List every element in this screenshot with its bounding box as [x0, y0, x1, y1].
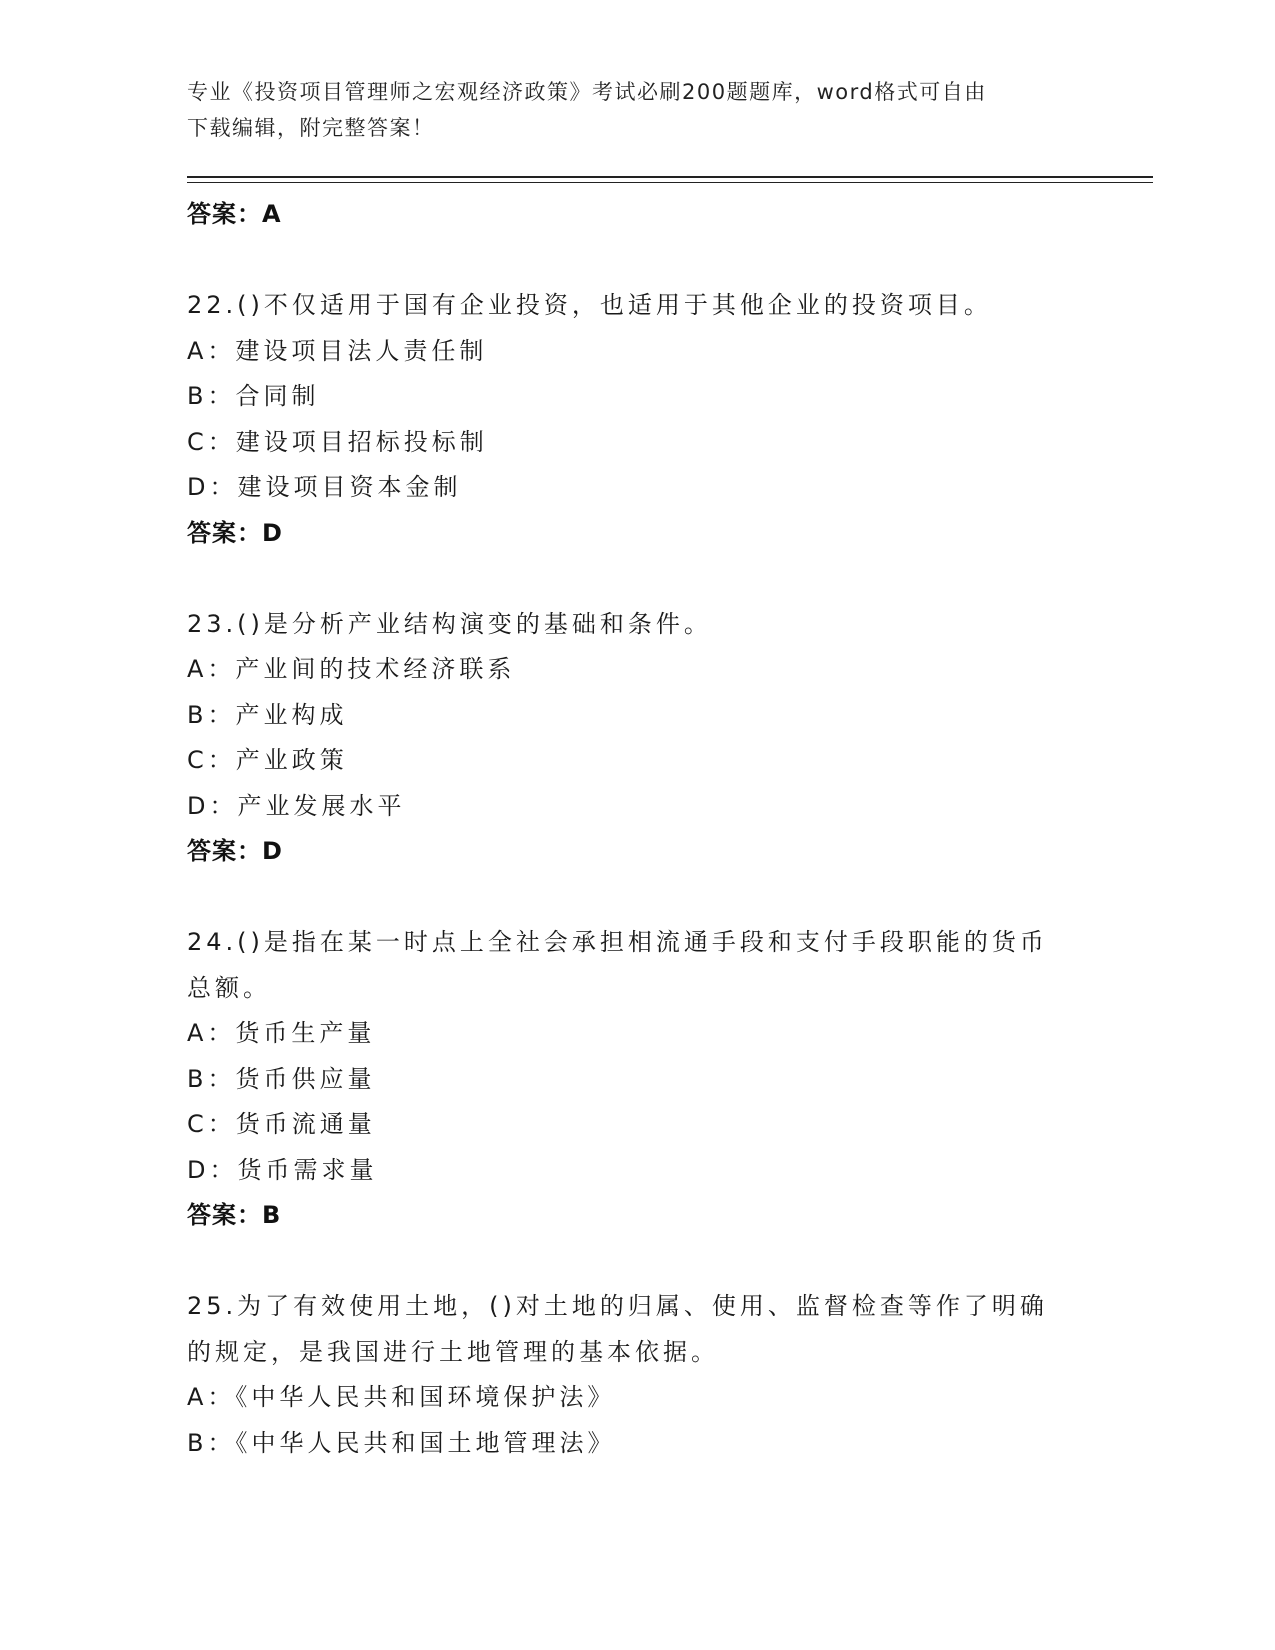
- header-line-2: 下载编辑，附完整答案！: [187, 116, 435, 140]
- question-stem-continued: 总额。: [187, 973, 271, 1002]
- question-answer: 答案：D: [187, 837, 283, 865]
- question-stem-continued: 的规定，是我国进行土地管理的基本依据。: [187, 1337, 719, 1366]
- document-body: [187, 192, 1087, 1466]
- question-stem: 24.()是指在某一时点上全社会承担相流通手段和支付手段职能的货币: [187, 928, 1048, 956]
- option-b: B：产业构成: [187, 700, 348, 729]
- option-b: B：货币供应量: [187, 1064, 376, 1093]
- option-a: A：货币生产量: [187, 1019, 376, 1047]
- question-answer: 答案：B: [187, 1201, 282, 1229]
- question-block: [187, 283, 1087, 556]
- spacer: [187, 875, 1087, 921]
- option-b: B：《中华人民共和国土地管理法》: [187, 1428, 616, 1457]
- question-stem: 25.为了有效使用土地，()对土地的归属、使用、监督检查等作了明确: [187, 1292, 1048, 1320]
- question-answer: 答案：D: [187, 518, 283, 547]
- option-a: A：产业间的技术经济联系: [187, 655, 516, 683]
- spacer: [187, 556, 1087, 602]
- spacer: [187, 238, 1087, 284]
- option-d: D：产业发展水平: [187, 791, 406, 820]
- option-a: A：建设项目法人责任制: [187, 336, 488, 365]
- header-divider-thin: [187, 182, 1153, 183]
- question-block: [187, 602, 1087, 875]
- option-c: C：货币流通量: [187, 1110, 376, 1138]
- document-header: [187, 74, 1067, 146]
- question-stem: 23.()是分析产业结构演变的基础和条件。: [187, 609, 712, 638]
- spacer: [187, 1239, 1087, 1285]
- previous-answer: 答案：A: [187, 200, 282, 228]
- option-d: D：建设项目资本金制: [187, 473, 462, 501]
- header-line-1: 专业《投资项目管理师之宏观经济政策》考试必刷200题题库，word格式可自由: [187, 80, 987, 104]
- option-c: C：建设项目招标投标制: [187, 427, 488, 456]
- option-b: B：合同制: [187, 382, 320, 410]
- header-divider-thick: [187, 176, 1153, 178]
- question-block: [187, 1284, 1087, 1466]
- question-stem: 22.()不仅适用于国有企业投资，也适用于其他企业的投资项目。: [187, 291, 992, 319]
- option-a: A：《中华人民共和国环境保护法》: [187, 1383, 616, 1411]
- option-c: C：产业政策: [187, 746, 348, 774]
- option-d: D：货币需求量: [187, 1155, 378, 1184]
- question-block: [187, 920, 1087, 1239]
